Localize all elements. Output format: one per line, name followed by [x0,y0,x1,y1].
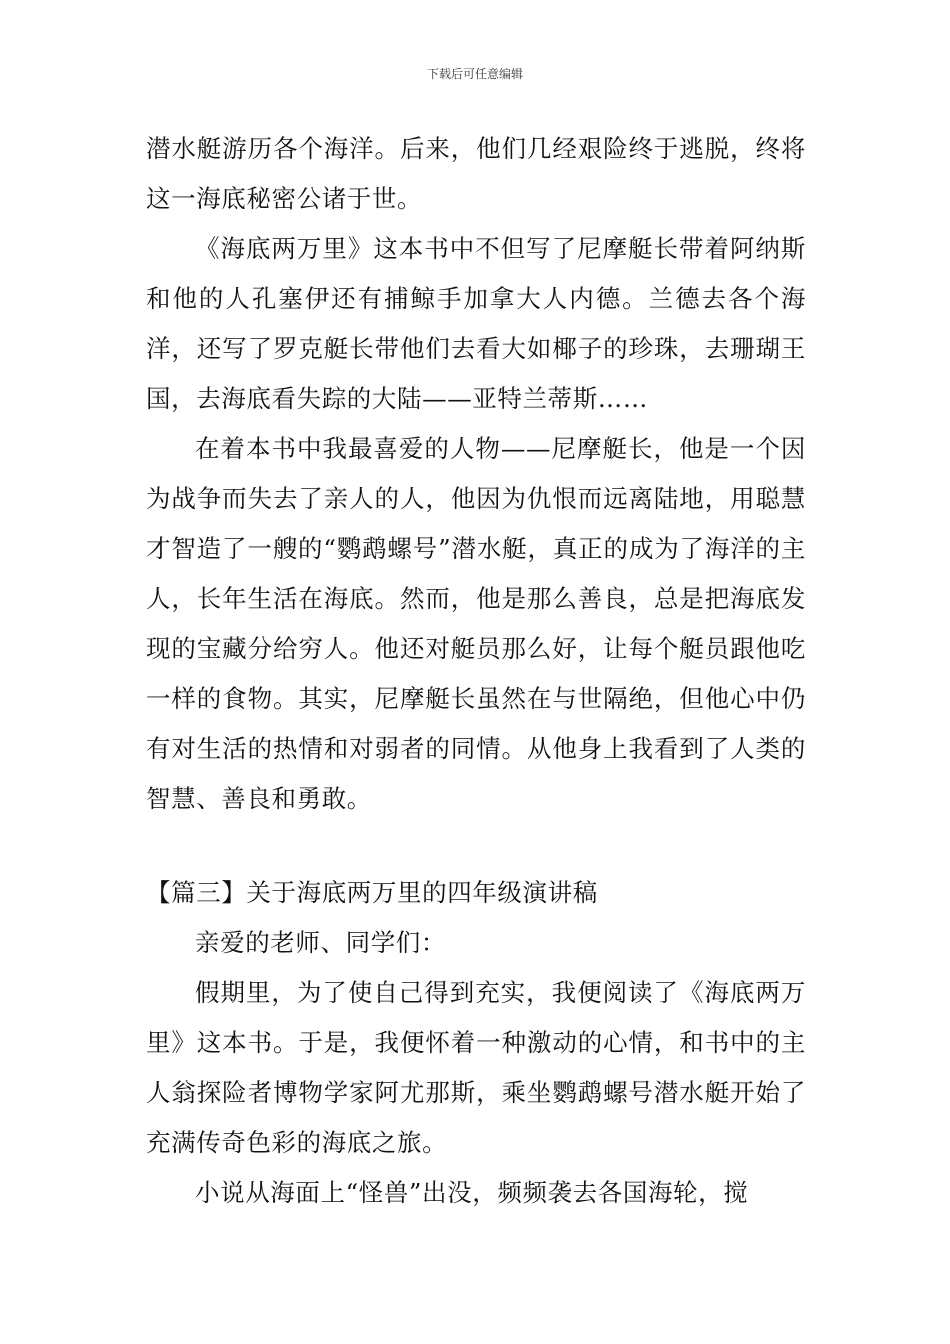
page-header: 下载后可任意编辑 [426,67,523,81]
paragraph: 假期里，为了使自己得到充实，我便阅读了《海底两万里》这本书。于是，我便怀着一种激动的心情，和书中的主人翁探险者博物学家阿尤那斯，乘坐鹦鹉螺号潜水艇开始了充满传奇色彩的海底之旅。 [146,978,806,1157]
paragraph: 在着本书中我最喜爱的人物——尼摩艇长，他是一个因为战争而失去了亲人的人，他因为仇恨而远离陆地，用聪慧才智造了一艘的“鹦鹉螺号”潜水艇，真正的成为了海洋的主人，长年生活在海底。然而，他是那么善良，总是把海底发现的宝藏分给穷人。他还对艇员那么好，让每个艇员跟他吃一样的食物。其实，尼摩艇长虽然在与世隔绝，但他心中仍有对生活的热情和对弱者的同情。从他身上我看到了人类的智慧、善良和勇敢。 [146,434,806,813]
greeting: 亲爱的老师、同学们： [195,928,446,957]
paragraph: 潜水艇游历各个海洋。后来，他们几经艰险终于逃脱，终将这一海底秘密公诸于世。 [146,134,806,213]
article-body-part1 [146,124,806,824]
paragraph: 小说从海面上“怪兽”出没，频频袭去各国海轮，搅 [195,1178,749,1207]
paragraph: 《海底两万里》这本书中不但写了尼摩艇长带着阿纳斯和他的人孔塞伊还有捕鲸手加拿大人内德。兰德去各个海洋，还写了罗克艇长带他们去看大如椰子的珍珠，去珊瑚王国，去海底看失踪的大陆——亚特兰蒂斯…… [146,234,806,413]
article-body-part2 [146,868,806,1218]
section-title: 【篇三】关于海底两万里的四年级演讲稿 [146,878,598,907]
